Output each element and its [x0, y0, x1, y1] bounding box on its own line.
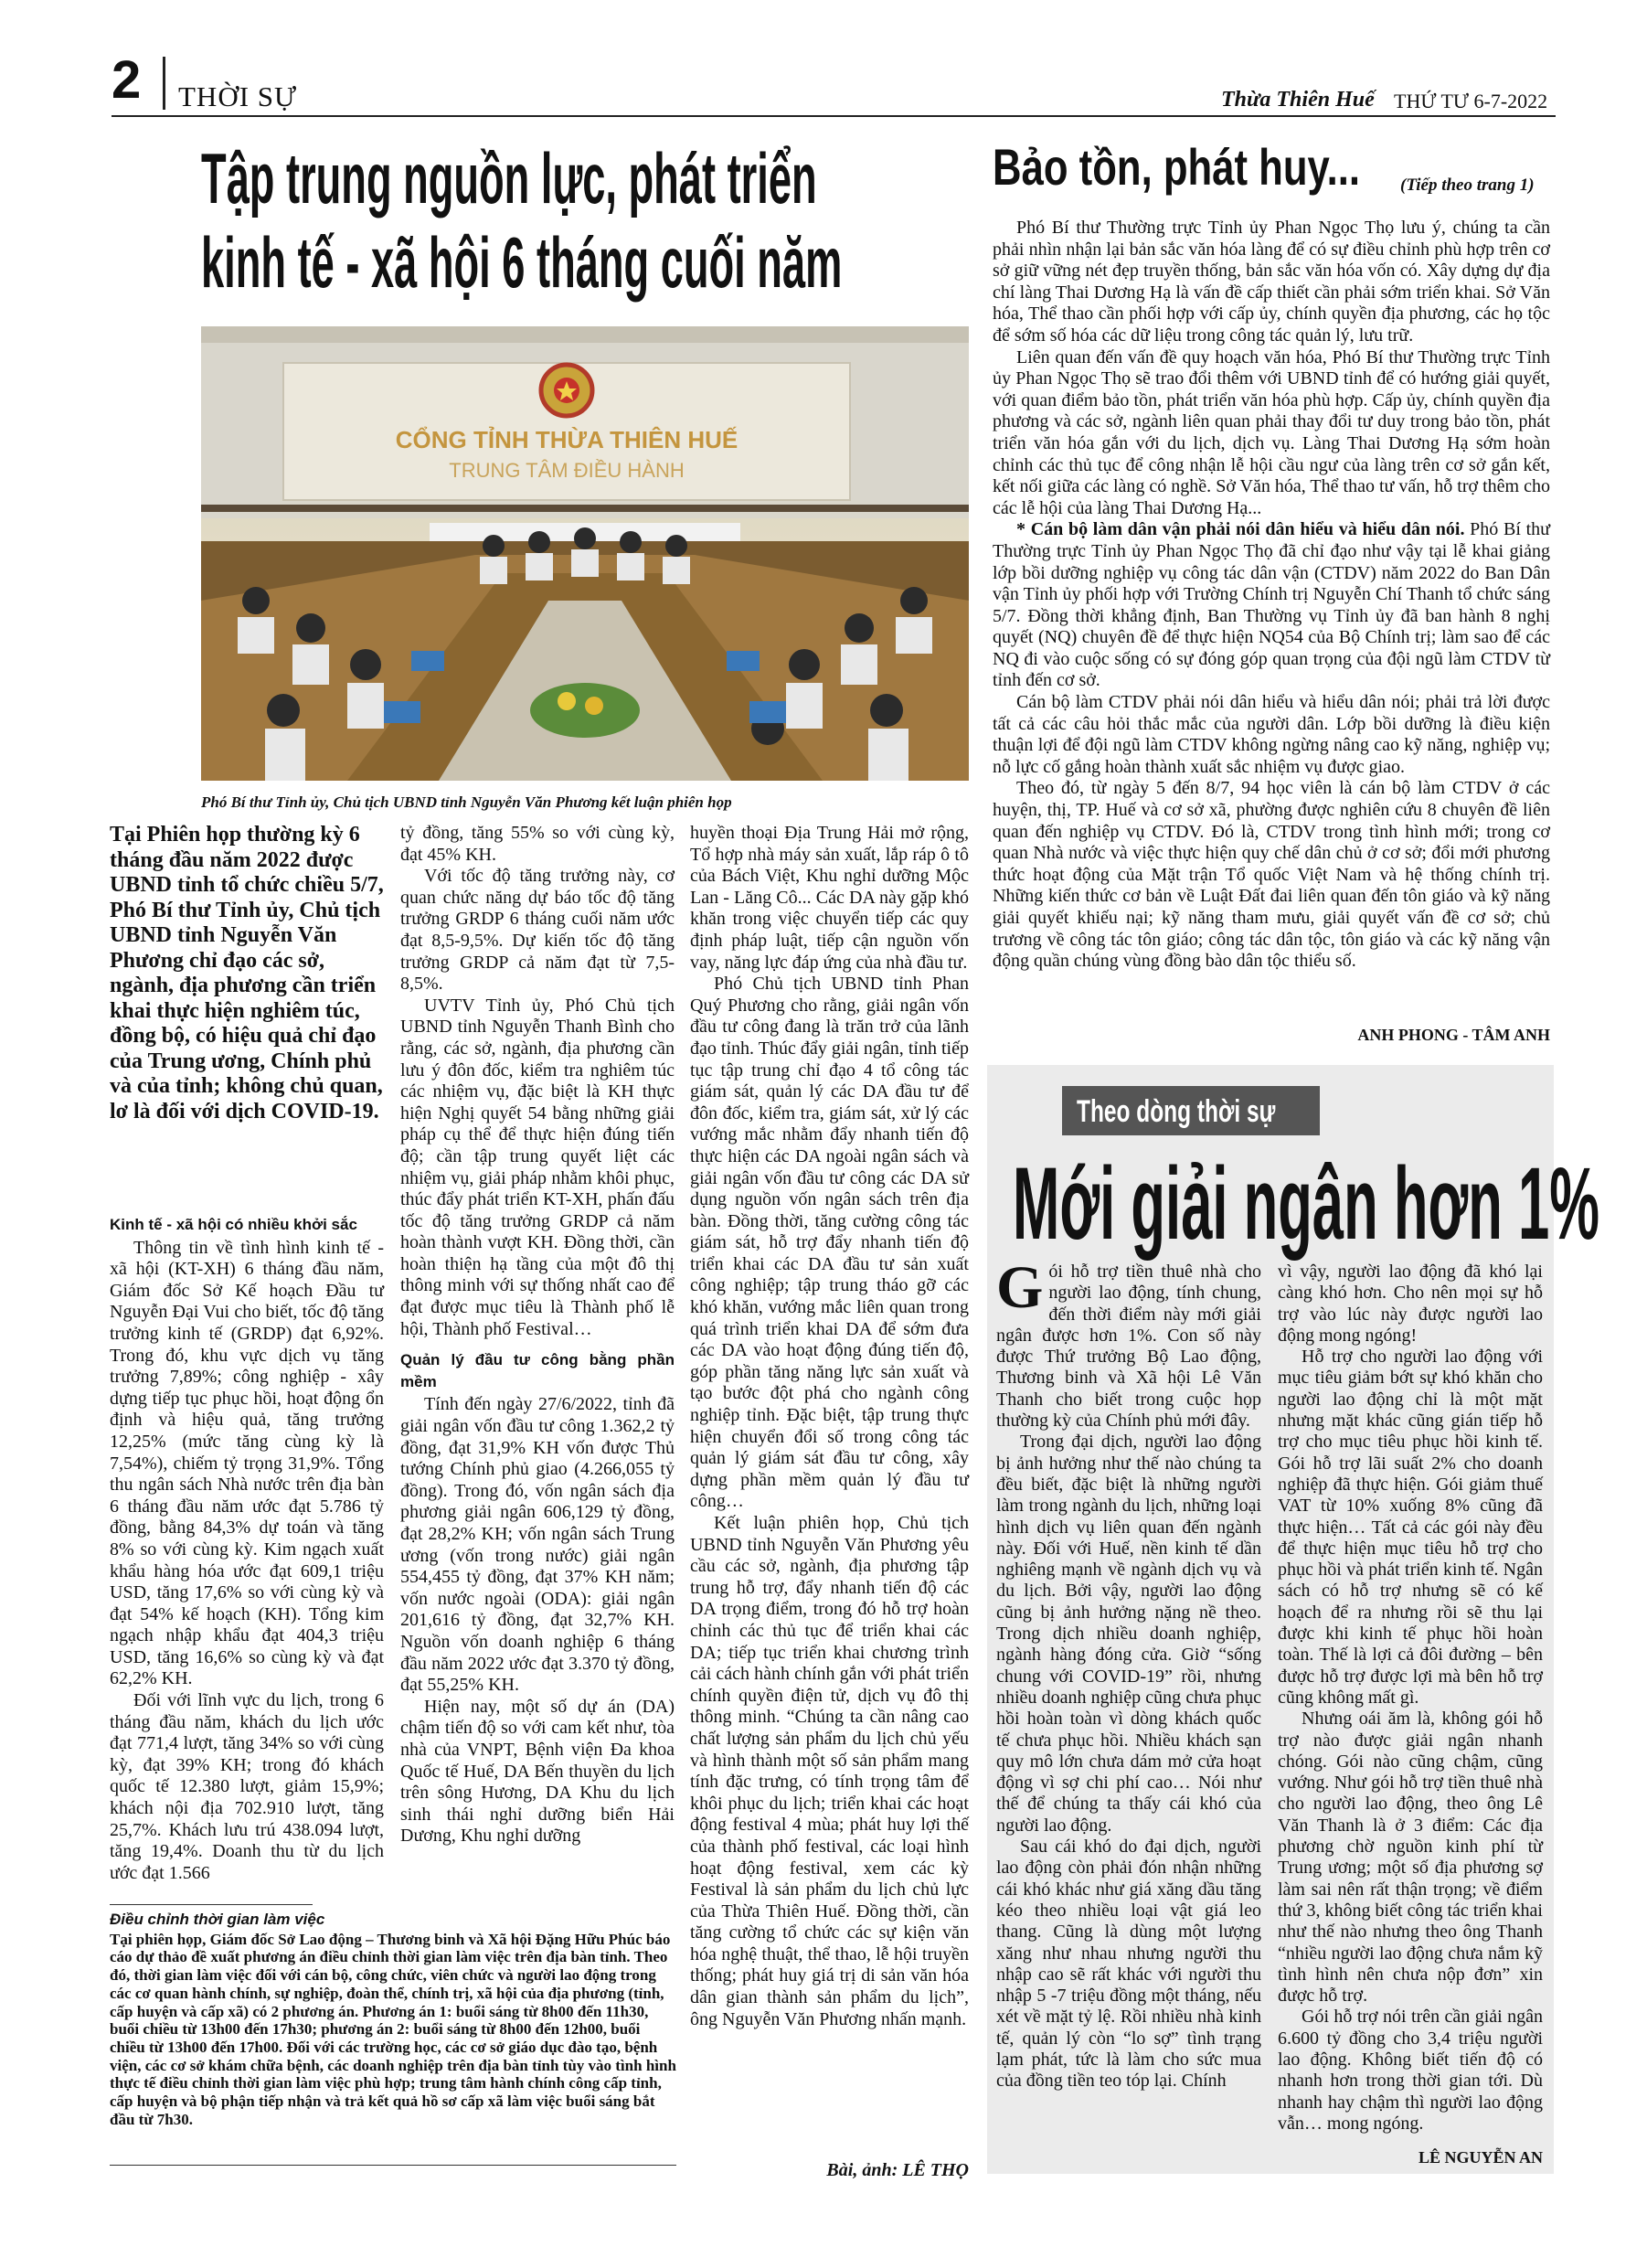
header-rule: [112, 115, 1556, 117]
paragraph: Kết luận phiên họp, Chủ tịch UBND tỉnh Nguyễn Văn Phương yêu cầu các sở, ngành, địa phương tập trung hỗ trợ, đẩy nhanh tiến độ các DA trọng điểm, trong đó hỗ trợ hoàn chỉnh các thủ tục để triển khai các DA; tiếp tục triển khai chương trình cải cách hành chính gắn với phát triển chính quyền điện tử, dịch vụ đô thị thông minh. “Chúng ta cần nâng cao chất lượng sản phẩm du lịch chủ yếu và hình thành một số sản phẩm mang tính đặc trưng, có tính trọng tâm để khôi phục du lịch; triển khai các hoạt động festival 4 mùa; phát huy lợi thế của thành phố festival, các loại hình hoạt động festival, xem các kỳ Festival là sản phẩm du lịch chủ lực của Thừa Thiên Huế. Đồng thời, cần tăng cường tổ chức các sự kiện văn hóa nghệ thuật, thể thao, lễ hội truyền thống; phát huy giá trị di sản văn hóa dân gian thành sản phẩm du lịch”, ông Nguyễn Văn Phương nhấn mạnh.: [690, 1513, 969, 2029]
right-article-byline: ANH PHONG - TÂM ANH: [1357, 1026, 1550, 1044]
paragraph: [993, 519, 1550, 692]
paragraph: Hỗ trợ cho người lao động với mục tiêu giảm bớt sự khó khăn cho người lao động chỉ là một mặt nhưng mặt khác cũng gián tiếp hỗ trợ cho mục tiêu phục hồi kinh tế. Gói hỗ trợ lãi suất 2% cho doanh nghiệp đã thực hiện. Gói giảm thuế VAT từ 10% xuống 8% cũng đã thực hiện… Tất cả các gói này đều để thực hiện mục tiêu hỗ trợ cho phục hồi và phát triển kinh tế. Ngân sách có hỗ trợ nhưng sẽ có kế hoạch để ra nhưng rồi sẽ thu lại được khi kinh tế phục hồi hoàn toàn. Thế là lợi cả đôi đường – bên được hỗ trợ được lợi mà bên hỗ trợ cũng không mất gì.: [1278, 1347, 1543, 1708]
main-title-line2: kinh tế - xã hội 6 tháng cuối năm: [201, 222, 843, 303]
box-title: Điều chỉnh thời gian làm việc: [110, 1911, 325, 1928]
paragraph: Sau cái khó do đại dịch, người lao động còn phải đón nhận những cái khó khác như giá xăng dầu tăng kéo theo nhiều loại vật giá leo thang. Cũng là dùng một lượng xăng như nhau nhưng người thu nhập cao sẽ rất khác với người thu nhập 5 -7 triệu đồng một tháng, nếu xét về mặt tỷ lệ. Rồi nhiều nhà kinh tế, quản lý còn “lo sợ” tình trạng lạm phát, tức là làm cho sức mua của đồng tiền teo tóp lại. Chính: [996, 1837, 1261, 2092]
paragraph: Phó Chủ tịch UBND tỉnh Phan Quý Phương cho rằng, giải ngân vốn đầu tư công đang là trăn trở của lãnh đạo tỉnh. Thúc đẩy giải ngân, tỉnh tiếp tục tập trung chỉ đạo 4 tổ công tác giám sát, quản lý các DA đầu tư để đôn đốc, kiểm tra, giám sát, xử lý các vướng mắc nhằm đẩy nhanh tiến độ thực hiện các DA ngoài ngân sách và giải ngân vốn đầu tư công các DA sử dụng nguồn vốn ngân sách trên địa bàn. Đồng thời, tăng cường công tác giám sát, hỗ trợ đẩy nhanh tiến độ triển khai các DA đầu tư sản xuất công nghiệp; tập trung tháo gỡ các khó khăn, vướng mắc liên quan trong quá trình triển khai DA để sớm đưa các DA vào hoạt động đúng tiến độ, góp phần tăng năng lực sản xuất và tạo bước đột phá cho ngành công nghiệp tỉnh. Đặc biệt, tập trung thực hiện chuyển đổi số trong công tác quản lý giám sát đầu tư công, xây dựng phần mềm quản lý đầu tư công…: [690, 974, 969, 1512]
paragraph: vì vậy, người lao động đã khó lại càng khó hơn. Cho nên mọi sự hỗ trợ vào lúc này được người lao động mong ngóng!: [1278, 1262, 1543, 1346]
paragraph: Cán bộ làm CTDV phải nói dân hiểu và hiểu dân nói; phải trả lời được tất cả các câu hỏi thắc mắc của người dân. Lớp bồi dưỡng là điều kiện thuận lợi để đội ngũ làm CTDV không ngừng nâng cao kỹ năng, nghiệp vụ; nỗ lực cố gắng hoàn thành xuất sắc nhiệm vụ được giao.: [993, 692, 1550, 777]
paragraph-text: Phó Bí thư Thường trực Tỉnh ủy Phan Ngọc Thọ đã chỉ đạo như vậy tại lễ khai giảng lớp bồi dưỡng nghiệp vụ công tác dân vận (CTDV) năm 2022 do Ban Dân vận Tỉnh ủy phối hợp với Trường Chính trị Nguyễn Chí Thanh tổ chức sáng 5/7. Đồng thời khẳng định, Ban Thường vụ Tỉnh ủy đã ban hành 8 nghị quyết (NQ) chuyên đề để thực hiện NQ54 của Bộ Chính trị; làm sao để các NQ đi vào cuộc sống có sự đóng góp quan trọng của đội ngũ làm CTDV từ tỉnh đến cơ sở.: [993, 519, 1550, 691]
working-hours-box: [110, 1911, 676, 2128]
box-text: Tại phiên họp, Giám đốc Sở Lao động – Thương binh và Xã hội Đặng Hữu Phúc báo cáo dự thảo đề xuất phương án điều chỉnh thời gian làm việc trên địa bàn tỉnh. Theo đó, thời gian làm việc đối với cán bộ, công chức, viên chức và người lao động trong các cơ quan hành chính, sự nghiệp, đoàn thể, chính trị, xã hội của địa phương (tỉnh, cấp huyện và cấp xã) có 2 phương án.: [110, 1930, 671, 2020]
commentary-byline: LÊ NGUYỄN AN: [1418, 2148, 1543, 2167]
box-rule-top: [110, 1904, 313, 1905]
box-rule-bottom: [110, 2165, 676, 2166]
paragraph: [996, 1254, 1261, 1432]
meeting-room-illustration: [201, 326, 969, 781]
right-article-title: Bảo tồn, phát huy...: [993, 138, 1360, 196]
paragraph: Gói hỗ trợ nói trên cần giải ngân 6.600 tỷ đồng cho 3,4 triệu người lao động. Không biết tiến độ có nhanh hơn trong thời gian tới. Dù nhanh hay chậm thì người lao động vẫn… mong ngóng.: [1278, 2007, 1543, 2134]
article-column-2: [400, 823, 675, 1847]
article-byline: Bài, ảnh: LÊ THỌ: [826, 2160, 969, 2180]
paragraph: Thông tin về tình hình kinh tế - xã hội (KT-XH) 6 tháng đầu năm, Giám đốc Sở Kế hoạch Đầu tư Nguyễn Đại Vui cho biết, tốc độ tăng trưởng kinh tế (GRDP) đạt 6,92%. Trong đó, khu vực dịch vụ tăng trưởng 7,89%; công nghiệp - xây dựng tiếp tục phục hồi, hoạt động ổn định và hiệu quả, tăng trưởng 12,25% (mức tăng cùng kỳ là 7,54%), chiếm tỷ trọng 31,9%. Tổng thu ngân sách Nhà nước trên địa bàn 6 tháng đầu năm ước đạt 5.786 tỷ đồng, bằng 84,3% dự toán và tăng 8% so với cùng kỳ. Kim ngạch xuất khẩu hàng hóa ước đạt 609,1 triệu USD, tăng 17,6% so với cùng kỳ và đạt 54% kế hoạch (KH). Tổng kim ngạch nhập khẩu đạt 404,3 triệu USD, tăng 16,6% so cùng kỳ và đạt 62,2% KH.: [110, 1237, 384, 1689]
commentary-title: Mới giải ngân hơn 1%: [1013, 1146, 1600, 1261]
paragraph: huyền thoại Địa Trung Hải mở rộng, Tổ hợp nhà máy sản xuất, lắp ráp ô tô của Bách Việt, Khu nghỉ dưỡng Mộc Lan - Lăng Cô... Các DA này gặp khó khăn trong việc chuyển tiếp các quy định pháp luật, tiếp cận nguồn vốn vay, năng lực đáp ứng của nhà đầu tư.: [690, 823, 969, 973]
commentary-tag-label: Theo dòng thời sự: [1077, 1094, 1276, 1129]
box-text-2: Đối với các trường học, các cơ sở giáo dục đào tạo, bệnh viện, các cơ sở khám chữa bệnh, các doanh nghiệp trên địa bàn tỉnh tùy vào tình hình thực tế điều chỉnh thời gian làm việc phù hợp; trung tâm hành chính công cấp tỉnh, cấp huyện và bộ phận tiếp nhận và trả kết quả hồ sơ cấp xã làm việc buổi sáng bắt đầu từ 7h30.: [110, 2038, 676, 2128]
article-column-3: [690, 823, 969, 2030]
newspaper-name: Thừa Thiên Huế: [1221, 88, 1375, 112]
commentary-column-2: [1278, 1262, 1543, 2135]
paragraph: Trong đại dịch, người lao động bị ảnh hưởng như thế nào chúng ta đều biết, đặc biệt là những người làm trong ngành du lịch, những loại hình dịch vụ liên quan đến ngành này. Đối với Huế, nền kinh tế dần nghiêng mạnh về ngành dịch vụ và du lịch. Bởi vậy, người lao động cũng bị ảnh hưởng nặng nề theo. Trong dịch nhiều doanh nghiệp, ngành hàng đóng cửa. Giờ “sống chung với COVID-19” rồi, nhưng nhiều doanh nghiệp cũng chưa phục hồi hoàn toàn vì dòng khách quốc tế chưa phục hồi. Nhiều khách sạn quy mô lớn chưa dám mở cửa hoạt động vì sợ chi phí cao… Nói như thế để chúng ta thấy cái khó của người lao động.: [996, 1432, 1261, 1836]
box-option-2: phương án 2: buổi sáng từ 8h00 đến 12h00, buổi chiều từ 13h00 đến 17h00.: [110, 2020, 641, 2056]
commentary-column-1: [996, 1254, 1261, 2092]
paragraph: tỷ đồng, tăng 55% so với cùng kỳ, đạt 45% KH.: [400, 823, 675, 865]
lead-paragraph: Tại Phiên họp thường kỳ 6 tháng đầu năm 2022 được UBND tỉnh tổ chức chiều 5/7, Phó Bí thư Tỉnh ủy, Chủ tịch UBND tỉnh Nguyễn Văn Phương chỉ đạo các sở, ngành, địa phương cần triển khai thực hiện nghiêm túc, đồng bộ, có hiệu quả chỉ đạo của Trung ương, Chính phủ và của tỉnh; không chủ quan, lơ là đối với dịch COVID-19.: [110, 823, 384, 1123]
highlight-sentence: * Cán bộ làm dân vận phải nói dân hiểu và hiểu dân nói.: [1016, 519, 1465, 540]
page-number: 2: [112, 50, 142, 110]
photo-caption: Phó Bí thư Tỉnh ủy, Chủ tịch UBND tỉnh Nguyễn Văn Phương kết luận phiên họp: [201, 793, 732, 811]
paragraph: UVTV Tỉnh ủy, Phó Chủ tịch UBND tỉnh Nguyễn Thanh Bình cho rằng, các sở, ngành, địa phương cần lưu ý đôn đốc, kiểm tra nghiêm túc các nhiệm vụ, đặc biệt là KH thực hiện Nghị quyết 54 bằng những giải pháp cụ thể để thực hiện đúng tiến độ; cần tập trung quyết liệt các nhiệm vụ, giải pháp nhằm khôi phục, thúc đẩy phát triển KT-XH, phấn đấu tốc độ tăng trưởng GRDP cả năm hoàn thành vượt KH. Đồng thời, cần hoàn thiện hạ tầng của một đô thị thông minh với sự thống nhất cao để đạt được mục tiêu là Thành phố lễ hội, Thành phố Festival…: [400, 995, 675, 1339]
issue-date: THỨ TƯ 6-7-2022: [1394, 90, 1548, 112]
paragraph: Liên quan đến vấn đề quy hoạch văn hóa, Phó Bí thư Thường trực Tỉnh ủy Phan Ngọc Thọ sẽ trao đổi thêm với UBND tỉnh để có hướng giải quyết, với quan điểm bảo tồn, phát triển văn hóa phù hợp. Cấp ủy, chính quyền địa phương và các sở, ngành liên quan phải thay đổi tư duy trong bảo tồn, phát triển văn hóa gắn với du lịch, dịch vụ. Làng Thai Dương Hạ sớm hoàn chỉnh các thủ tục để công nhận lễ hội cầu ngư của làng trên cơ sở gắn kết, kết nối giữa các làng có nghề. Sở Văn hóa, Thể thao tư vấn, hỗ trợ thêm cho các lễ hội của làng Thai Dương Hạ...: [993, 346, 1550, 518]
section-label: THỜI SỰ: [178, 80, 298, 112]
paragraph: Theo đó, từ ngày 5 đến 8/7, 94 học viên là cán bộ làm CTDV ở các huyện, thị, TP. Huế và cơ sở xã, phường được nghiên cứu 8 chuyên đề liên quan đến nghiệp vụ CTDV. Đó là, CTDV trong tình hình mới; trong cơ quan Nhà nước và việc thực hiện quy chế dân chủ ở cơ sở; đổi mới phương thức hoạt động của Mặt trận Tổ quốc Việt Nam và hệ thống chính trị. Những kiến thức cơ bản về Luật Đất đai liên quan đến tôn giáo và kỹ năng giải quyết khiếu nại; kỹ năng tham mưu, giải quyết vấn đề cơ sở; chủ trương về công tác tôn giáo; công tác dân tộc, tôn giáo và các kỹ năng vận động quần chúng vùng đồng bào dân tộc thiểu số.: [993, 778, 1550, 972]
article-column-1: [110, 1205, 384, 1884]
paragraph-text: ói hỗ trợ tiền thuê nhà cho người lao động, tính chung, đến thời điểm này mới giải ngân được hơn 1%. Con số này được Thứ trưởng Bộ Lao động, Thương binh và Xã hội Lê Văn Thanh cho biết trong cuộc họp thường kỳ của Chính phủ mới đây.: [996, 1262, 1261, 1432]
paragraph: Hiện nay, một số dự án (DA) chậm tiến độ so với cam kết như, tòa nhà của VNPT, Bệnh viện Đa khoa Quốc tế Huế, DA Bến thuyền du lịch trên sông Hương, DA Khu du lịch sinh thái nghỉ dưỡng biển Hải Dương, Khu nghỉ dưỡng: [400, 1696, 675, 1847]
header-divider: [163, 57, 165, 110]
box-option-1: Phương án 1: buổi sáng từ 8h00 đến 11h30, buổi chiều từ 13h00 đến 17h30;: [110, 2002, 649, 2039]
continued-note: (Tiếp theo trang 1): [1400, 176, 1535, 195]
right-article-body: [993, 218, 1550, 973]
main-title-line1: Tập trung nguồn lực, phát triển: [201, 138, 817, 218]
paragraph: Phó Bí thư Thường trực Tỉnh ủy Phan Ngọc Thọ lưu ý, chúng ta cần phải nhìn nhận lại bản sắc văn hóa làng để có sự điều chỉnh phù hợp trên cơ sở giữ vững nét đẹp truyền thống, bản sắc văn hóa vốn có. Xây dựng dự địa chí làng Thai Dương Hạ là vấn đề cấp thiết cần phải sớm triển khai. Sở Văn hóa, Thể thao cần phối hợp với cấp ủy, chính quyền địa phương, các họ tộc để sớm số hóa các dữ liệu trong công tác quản lý, lưu trữ.: [993, 218, 1550, 346]
subhead-investment: Quản lý đầu tư công bằng phần mềm: [400, 1351, 675, 1390]
photo-sign-line1: CỔNG TỈNH THỪA THIÊN HUẾ: [395, 426, 738, 453]
meeting-photo: [201, 326, 969, 781]
paragraph: Đối với lĩnh vực du lịch, trong 6 tháng đầu năm, khách du lịch ước đạt 771,4 lượt, tăng 34% so với cùng kỳ, đạt 39% KH; trong đó khách quốc tế 12.380 lượt, giảm 15,9%; khách nội địa 702.910 lượt, tăng 25,7%. Khách lưu trú 438.094 lượt, tăng 19,4%. Doanh thu từ du lịch ước đạt 1.566: [110, 1690, 384, 1883]
paragraph: Với tốc độ tăng trưởng này, cơ quan chức năng dự báo tốc độ tăng trưởng GRDP 6 tháng cuối năm ước đạt 8,5-9,5%. Dự kiến tốc độ tăng trưởng GRDP cả năm đạt từ 7,5-8,5%.: [400, 866, 675, 995]
paragraph: Nhưng oái ăm là, không gói hỗ trợ nào được giải ngân nhanh chóng. Gói nào cũng chậm, cũng vướng. Như gói hỗ trợ tiền thuê nhà cho người lao động, theo ông Lê Văn Thanh là ở 3 điểm: Các địa phương chờ nguồn kinh phí từ Trung ương; một số địa phương sợ làm sai nên rất thận trọng; về điểm thứ 3, không biết công tác triển khai như thế nào nhưng theo ông Thanh “nhiều người lao động chưa nắm kỹ tình hình nên chưa nộp đơn” xin được hỗ trợ.: [1278, 1709, 1543, 2007]
paragraph: Tính đến ngày 27/6/2022, tỉnh đã giải ngân vốn đầu tư công 1.362,2 tỷ đồng, đạt 31,9% KH vốn được Thủ tướng Chính phủ giao (4.266,055 tỷ đồng). Trong đó, vốn ngân sách địa phương giải ngân 606,129 tỷ đồng, đạt 28,2% KH; vốn ngân sách Trung ương (vốn trong nước) giải ngân 554,455 tỷ đồng, đạt 37% KH năm; vốn nước ngoài (ODA): giải ngân 201,616 tỷ đồng, đạt 32,7% KH. Nguồn vốn doanh nghiệp 6 tháng đầu năm 2022 ước đạt 3.370 tỷ đồng, đạt 55,25% KH.: [400, 1394, 675, 1696]
photo-sign-line2: TRUNG TÂM ĐIỀU HÀNH: [449, 459, 685, 482]
drop-cap: G: [996, 1254, 1044, 1321]
subhead-economy: Kinh tế - xã hội có nhiều khởi sắc: [110, 1216, 357, 1233]
